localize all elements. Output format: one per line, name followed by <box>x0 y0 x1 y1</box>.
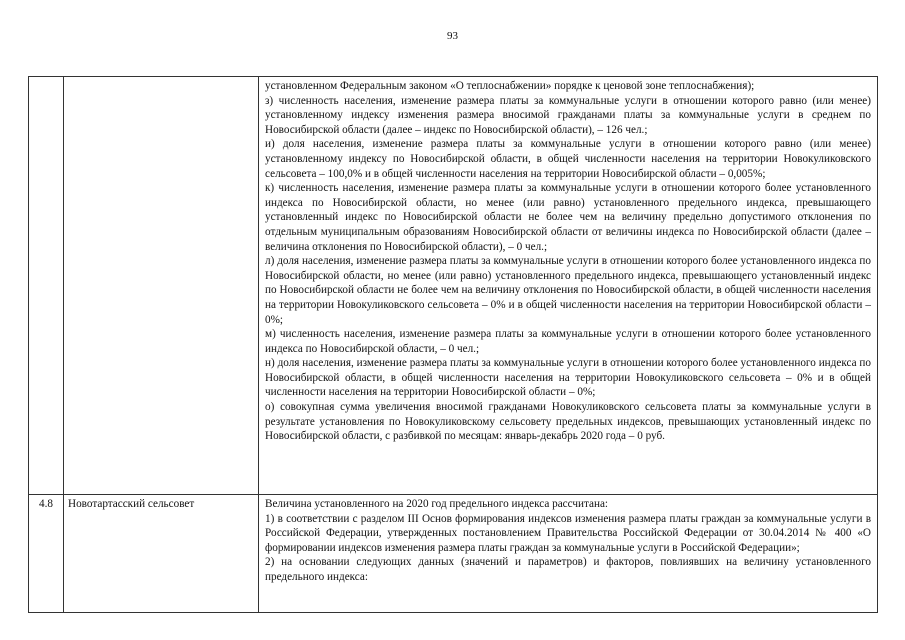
description-cell <box>259 495 878 613</box>
description-cell <box>259 77 878 495</box>
paragraph: и) доля населения, изменение размера платы за коммунальные услуги в отношении которого равно (или менее) установленному индексу по Новосибирской области, в общей численности населения на территории Новокуликовского сельсовета – 100,0% и в общей численности населения на территории Новосибирской области – 0,005%; <box>265 138 871 180</box>
document-table <box>28 76 878 613</box>
municipality-name-cell: Новотартасский сельсовет <box>64 495 259 613</box>
row-number-cell <box>29 77 64 495</box>
paragraph: з) численность населения, изменение размера платы за коммунальные услуги в отношении которого равно (или менее) установленному индексу изменения размера вносимой гражданами платы за коммунальные услуги в среднем по Новосибирской области (далее – индекс по Новосибирской области), – 126 чел.; <box>265 94 871 136</box>
paragraph: к) численность населения, изменение размера платы за коммунальные услуги в отношении которого более установленного индекса по Новосибирской области, но менее (или равно) установленного предельного индекса, превышающего установленный индекс по Новосибирской области не более чем на величину предельно допустимого отклонения по отдельным муниципальным образованиям Новосибирской области от величины индекса по Новосибирской области (далее – величина отклонения по Новосибирской области), – 0 чел.; <box>265 182 871 253</box>
paragraph: н) доля населения, изменение размера платы за коммунальные услуги в отношении которого более установленного индекса по Новосибирской области, в общей численности населения на территории Новокуликовского сельсовета – 0% и в общей численности населения на территории Новосибирской области – 0%; <box>265 357 871 399</box>
paragraph: л) доля населения, изменение размера платы за коммунальные услуги в отношении которого более установленного индекса по Новосибирской области, но менее (или равно) установленного предельного индекса, превышающего установленный индекс по Новосибирской области не более чем на величину отклонения по Новосибирской области, в общей численности населения на территории Новокуликовского сельсовета – 0% и в общей численности населения на территории Новосибирской области – 0%; <box>265 255 871 326</box>
paragraph: Величина установленного на 2020 год предельного индекса рассчитана: <box>265 498 609 510</box>
table-row <box>29 77 878 495</box>
municipality-name-cell <box>64 77 259 495</box>
page-number: 93 <box>447 30 458 42</box>
paragraph: 1) в соответствии с разделом III Основ формирования индексов изменения размера платы граждан за коммунальные услуги в Российской Федерации, утвержденных постановлением Правительства Российской Федерации от 30.04.2014 № 400 «О формировании индексов изменения размера платы граждан за коммунальные услуги в Российской Федерации»; <box>265 512 871 554</box>
table-row <box>29 495 878 613</box>
row-number-cell: 4.8 <box>29 495 64 613</box>
paragraph: 2) на основании следующих данных (значений и параметров) и факторов, повлиявших на величину установленного предельного индекса: <box>265 556 871 583</box>
paragraph: о) совокупная сумма увеличения вносимой гражданами Новокуликовского сельсовета платы за коммунальные услуги в результате установления по Новокуликовскому сельсовету предельных индексов, превышающих установленный индекс по Новосибирской области, с разбивкой по месяцам: январь-декабрь 2020 года – 0 руб. <box>265 401 871 443</box>
paragraph: м) численность населения, изменение размера платы за коммунальные услуги в отношении которого более установленного индекса по Новосибирской области, – 0 чел.; <box>265 328 871 355</box>
paragraph: установленном Федеральным законом «О теплоснабжении» порядке к ценовой зоне теплоснабжения); <box>265 80 755 92</box>
